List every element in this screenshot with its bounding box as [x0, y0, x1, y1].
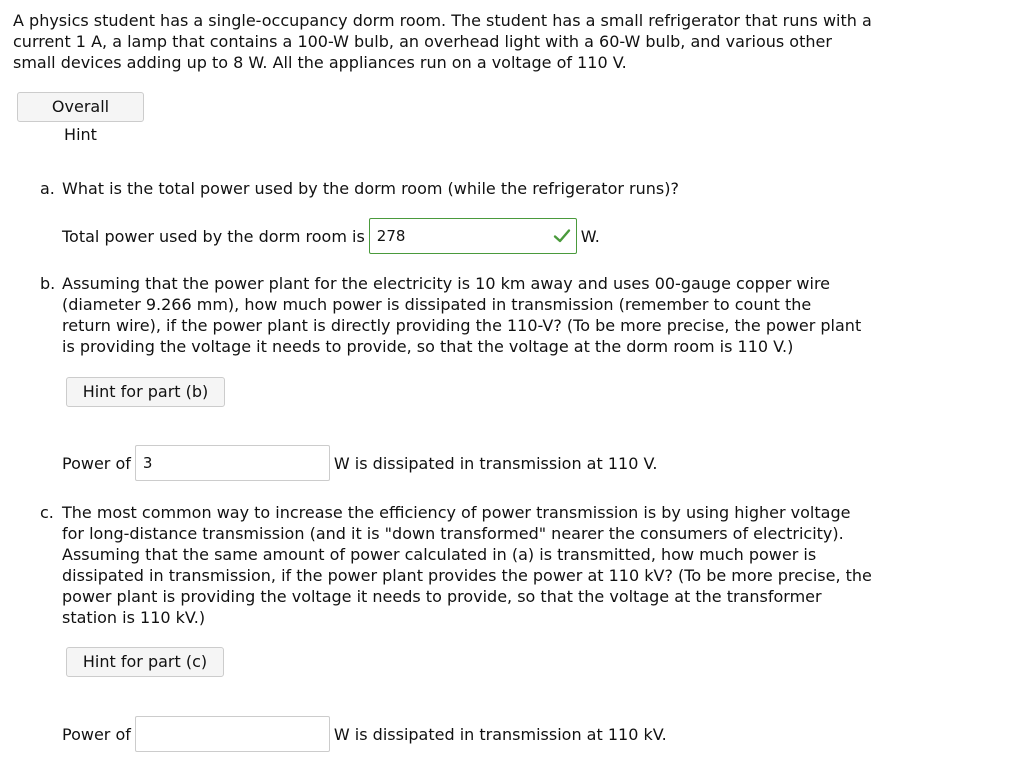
checkmark-icon [553, 227, 571, 245]
power-dissipated-110kv-input[interactable] [135, 716, 330, 752]
problem-statement: A physics student has a single-occupancy dorm room. The student has a small refrigerator that runs with a current 1 A, a lamp that contains a 100-W bulb, an overhead light with a 60-W bulb, and various other small devices adding up to 8 W. All the appliances run on a voltage of 110 V. [13, 11, 872, 72]
overall-hint-button[interactable]: Overall Hint [17, 92, 144, 122]
part-c-prefix: Power of [62, 724, 131, 744]
hint-part-b-button[interactable]: Hint for part (b) [66, 377, 225, 407]
part-c-letter: c. [40, 503, 54, 522]
part-c-question [40, 502, 872, 628]
total-power-input[interactable] [369, 218, 577, 254]
hint-part-c-button[interactable]: Hint for part (c) [66, 647, 224, 677]
part-b-question-text: Assuming that the power plant for the electricity is 10 km away and uses 00-gauge copper wire (diameter 9.266 mm), how much power is dissipated in transmission (remember to count the return wire), if the power plant is directly providing the 110-V? (To be more precise, the power plant is providing the voltage it needs to provide, so that the voltage at the dorm room is 110 V.) [62, 274, 862, 356]
part-a-suffix: W. [580, 226, 600, 246]
part-b-prefix: Power of [62, 453, 131, 473]
power-dissipated-110v-input[interactable] [135, 445, 330, 481]
part-a-question-text: What is the total power used by the dorm room (while the refrigerator runs)? [62, 179, 679, 198]
part-b-letter: b. [40, 274, 56, 293]
part-b-suffix: W is dissipated in transmission at 110 V. [333, 453, 658, 473]
part-c-suffix: W is dissipated in transmission at 110 kV. [333, 724, 667, 744]
part-c-answer-row [62, 716, 667, 752]
part-c-question-text: The most common way to increase the efficiency of power transmission is by using higher voltage for long-distance transmission (and it is "down transformed" nearer the consumers of electricity). Assuming that the same amount of power calculated in (a) is transmitted, how much power is dissipated in transmission, if the power plant provides the power at 110 kV? (To be more precise, the power plant is providing the voltage it needs to provide, so that the voltage at the transformer station is 110 kV.) [62, 503, 872, 627]
part-a-field-wrap [365, 218, 581, 254]
part-a-prefix: Total power used by the dorm room is [62, 226, 365, 246]
part-b-answer-row [62, 445, 657, 481]
part-a-letter: a. [40, 179, 55, 198]
part-b-question [40, 273, 862, 357]
part-a-answer-row [62, 218, 600, 254]
part-a-question [40, 178, 862, 199]
